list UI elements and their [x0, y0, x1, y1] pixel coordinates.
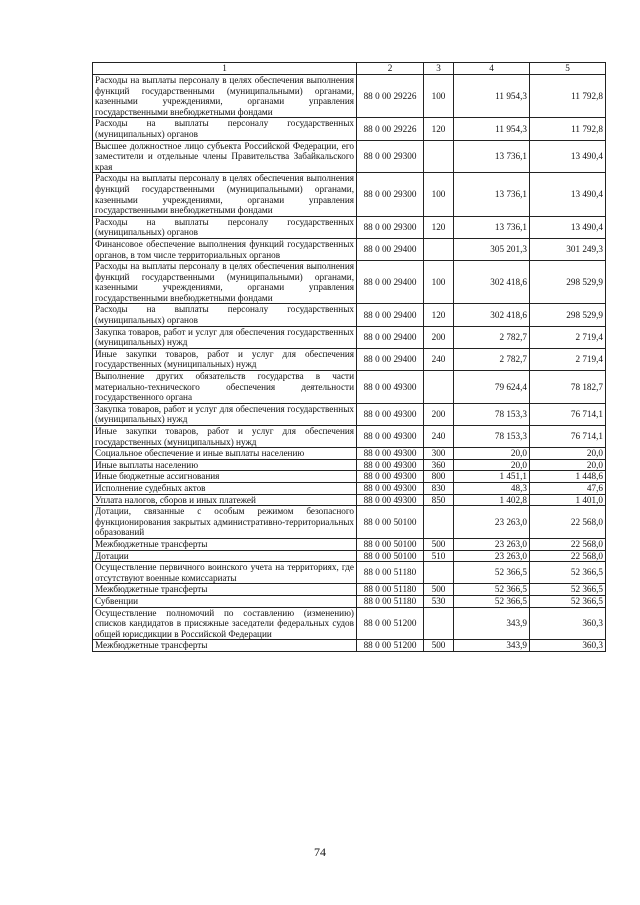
col-header-4: 4 — [454, 63, 530, 75]
row-value-4: 78 153,3 — [454, 426, 530, 448]
row-value-5: 22 568,0 — [530, 506, 606, 539]
row-value-5: 298 529,9 — [530, 261, 606, 304]
row-name: Расходы на выплаты персоналу государственных (муниципальных) органов — [93, 118, 357, 140]
col-header-5: 5 — [530, 63, 606, 75]
row-code: 88 0 00 49300 — [357, 482, 424, 494]
row-type: 100 — [424, 173, 454, 216]
col-header-3: 3 — [424, 63, 454, 75]
row-type: 500 — [424, 584, 454, 596]
row-value-5: 20,0 — [530, 459, 606, 471]
row-type: 120 — [424, 216, 454, 238]
table-row — [93, 562, 606, 584]
row-code: 88 0 00 29400 — [357, 326, 424, 348]
row-name: Осуществление первичного воинского учета на территориях, где отсутствуют военные комиссариаты — [93, 562, 357, 584]
row-name: Высшее должностное лицо субъекта Российской Федерации, его заместители и отдельные члены Правительства Забайкальского края — [93, 140, 357, 173]
row-code: 88 0 00 29226 — [357, 75, 424, 118]
row-value-4: 11 954,3 — [454, 75, 530, 118]
table-row — [93, 75, 606, 118]
row-name: Расходы на выплаты персоналу в целях обеспечения выполнения функций государственными (муниципальными) органами, казенными учреждениями, органами управления государственными внебюджетными фондами — [93, 173, 357, 216]
table-row — [93, 140, 606, 173]
table-row — [93, 494, 606, 506]
header-row — [93, 63, 606, 75]
row-value-4: 1 402,8 — [454, 494, 530, 506]
row-value-4: 11 954,3 — [454, 118, 530, 140]
row-code: 88 0 00 29226 — [357, 118, 424, 140]
row-type: 200 — [424, 326, 454, 348]
row-name: Расходы на выплаты персоналу в целях обеспечения выполнения функций государственными (муниципальными) органами, казенными учреждениями, органами управления государственными внебюджетными фондами — [93, 261, 357, 304]
row-value-5: 13 490,4 — [530, 140, 606, 173]
row-type: 200 — [424, 403, 454, 425]
row-value-5: 2 719,4 — [530, 326, 606, 348]
row-code: 88 0 00 50100 — [357, 506, 424, 539]
row-name: Исполнение судебных актов — [93, 482, 357, 494]
row-code: 88 0 00 49300 — [357, 494, 424, 506]
row-type — [424, 506, 454, 539]
row-value-5: 52 366,5 — [530, 595, 606, 607]
row-type: 100 — [424, 261, 454, 304]
row-code: 88 0 00 51200 — [357, 640, 424, 652]
row-value-4: 2 782,7 — [454, 348, 530, 370]
row-value-4: 302 418,6 — [454, 304, 530, 326]
row-value-5: 52 366,5 — [530, 584, 606, 596]
row-name: Иные закупки товаров, работ и услуг для обеспечения государственных (муниципальных) нужд — [93, 348, 357, 370]
row-name: Субвенции — [93, 595, 357, 607]
row-type — [424, 371, 454, 404]
row-type: 240 — [424, 348, 454, 370]
row-name: Расходы на выплаты персоналу государственных (муниципальных) органов — [93, 304, 357, 326]
row-value-5: 11 792,8 — [530, 118, 606, 140]
row-value-5: 360,3 — [530, 607, 606, 640]
col-header-1: 1 — [93, 63, 357, 75]
row-code: 88 0 00 49300 — [357, 371, 424, 404]
table-row — [93, 538, 606, 550]
row-code: 88 0 00 50100 — [357, 538, 424, 550]
row-value-5: 52 366,5 — [530, 562, 606, 584]
row-code: 88 0 00 29300 — [357, 173, 424, 216]
table-row — [93, 371, 606, 404]
row-code: 88 0 00 49300 — [357, 426, 424, 448]
row-type: 530 — [424, 595, 454, 607]
row-name: Дотации — [93, 550, 357, 562]
row-value-4: 78 153,3 — [454, 403, 530, 425]
row-value-4: 52 366,5 — [454, 584, 530, 596]
table-row — [93, 506, 606, 539]
row-type: 120 — [424, 304, 454, 326]
row-value-4: 13 736,1 — [454, 173, 530, 216]
row-type: 240 — [424, 426, 454, 448]
table-row — [93, 304, 606, 326]
row-value-5: 301 249,3 — [530, 238, 606, 260]
table-row — [93, 426, 606, 448]
row-code: 88 0 00 50100 — [357, 550, 424, 562]
row-type: 120 — [424, 118, 454, 140]
row-value-5: 22 568,0 — [530, 550, 606, 562]
row-value-5: 1 401,0 — [530, 494, 606, 506]
row-type — [424, 140, 454, 173]
row-code: 88 0 00 51180 — [357, 584, 424, 596]
row-code: 88 0 00 29300 — [357, 216, 424, 238]
row-code: 88 0 00 49300 — [357, 459, 424, 471]
row-name: Межбюджетные трансферты — [93, 640, 357, 652]
row-type: 300 — [424, 448, 454, 460]
row-value-4: 23 263,0 — [454, 538, 530, 550]
table-row — [93, 261, 606, 304]
row-value-4: 13 736,1 — [454, 216, 530, 238]
row-value-4: 48,3 — [454, 482, 530, 494]
row-value-5: 13 490,4 — [530, 216, 606, 238]
row-type — [424, 562, 454, 584]
row-value-4: 2 782,7 — [454, 326, 530, 348]
budget-table — [92, 62, 606, 652]
row-value-4: 52 366,5 — [454, 595, 530, 607]
row-code: 88 0 00 29300 — [357, 140, 424, 173]
table-row — [93, 348, 606, 370]
table-row — [93, 584, 606, 596]
table-row — [93, 459, 606, 471]
row-code: 88 0 00 29400 — [357, 238, 424, 260]
row-value-4: 305 201,3 — [454, 238, 530, 260]
row-value-5: 47,6 — [530, 482, 606, 494]
row-value-5: 1 448,6 — [530, 471, 606, 483]
table-row — [93, 595, 606, 607]
table-row — [93, 448, 606, 460]
row-value-4: 20,0 — [454, 448, 530, 460]
row-name: Расходы на выплаты персоналу государственных (муниципальных) органов — [93, 216, 357, 238]
row-value-4: 52 366,5 — [454, 562, 530, 584]
row-name: Закупка товаров, работ и услуг для обеспечения государственных (муниципальных) нужд — [93, 326, 357, 348]
table-body — [93, 75, 606, 652]
row-type: 850 — [424, 494, 454, 506]
row-value-4: 302 418,6 — [454, 261, 530, 304]
row-value-5: 20,0 — [530, 448, 606, 460]
page-number: 74 — [314, 845, 326, 859]
row-name: Осуществление полномочий по составлению (изменению) списков кандидатов в присяжные заседатели федеральных судов общей юрисдикции в Российской Федерации — [93, 607, 357, 640]
row-value-5: 360,3 — [530, 640, 606, 652]
row-type: 360 — [424, 459, 454, 471]
table-row — [93, 550, 606, 562]
row-type: 500 — [424, 640, 454, 652]
row-value-4: 13 736,1 — [454, 140, 530, 173]
row-value-4: 23 263,0 — [454, 550, 530, 562]
row-value-4: 343,9 — [454, 607, 530, 640]
row-value-5: 13 490,4 — [530, 173, 606, 216]
table-row — [93, 173, 606, 216]
row-code: 88 0 00 29400 — [357, 261, 424, 304]
row-name: Финансовое обеспечение выполнения функций государственных органов, в том числе территориальных органов — [93, 238, 357, 260]
row-code: 88 0 00 51200 — [357, 607, 424, 640]
row-name: Выполнение других обязательств государства в части материально-технического обеспечения деятельности государственного органа — [93, 371, 357, 404]
row-code: 88 0 00 49300 — [357, 448, 424, 460]
row-code: 88 0 00 49300 — [357, 471, 424, 483]
row-value-5: 2 719,4 — [530, 348, 606, 370]
table-row — [93, 238, 606, 260]
row-name: Иные закупки товаров, работ и услуг для обеспечения государственных (муниципальных) нужд — [93, 426, 357, 448]
row-value-5: 11 792,8 — [530, 75, 606, 118]
row-value-5: 22 568,0 — [530, 538, 606, 550]
table-row — [93, 326, 606, 348]
row-name: Уплата налогов, сборов и иных платежей — [93, 494, 357, 506]
row-value-4: 23 263,0 — [454, 506, 530, 539]
row-value-4: 20,0 — [454, 459, 530, 471]
row-name: Иные бюджетные ассигнования — [93, 471, 357, 483]
row-value-5: 298 529,9 — [530, 304, 606, 326]
table-row — [93, 482, 606, 494]
table-row — [93, 216, 606, 238]
row-type: 800 — [424, 471, 454, 483]
row-name: Расходы на выплаты персоналу в целях обеспечения выполнения функций государственными (муниципальными) органами, казенными учреждениями, органами управления государственными внебюджетными фондами — [93, 75, 357, 118]
row-code: 88 0 00 29400 — [357, 304, 424, 326]
row-type: 830 — [424, 482, 454, 494]
row-type: 510 — [424, 550, 454, 562]
row-name: Межбюджетные трансферты — [93, 538, 357, 550]
row-name: Социальное обеспечение и иные выплаты населению — [93, 448, 357, 460]
row-value-4: 343,9 — [454, 640, 530, 652]
row-name: Иные выплаты населению — [93, 459, 357, 471]
table-row — [93, 607, 606, 640]
table-row — [93, 403, 606, 425]
row-code: 88 0 00 51180 — [357, 595, 424, 607]
row-value-5: 78 182,7 — [530, 371, 606, 404]
row-name: Дотации, связанные с особым режимом безопасного функционирования закрытых административно-территориальных образований — [93, 506, 357, 539]
row-value-4: 79 624,4 — [454, 371, 530, 404]
table-row — [93, 118, 606, 140]
row-name: Закупка товаров, работ и услуг для обеспечения государственных (муниципальных) нужд — [93, 403, 357, 425]
row-value-4: 1 451,1 — [454, 471, 530, 483]
row-value-5: 76 714,1 — [530, 403, 606, 425]
row-type — [424, 607, 454, 640]
row-type: 100 — [424, 75, 454, 118]
row-name: Межбюджетные трансферты — [93, 584, 357, 596]
table-row — [93, 640, 606, 652]
row-type — [424, 238, 454, 260]
row-type: 500 — [424, 538, 454, 550]
row-code: 88 0 00 51180 — [357, 562, 424, 584]
table-row — [93, 471, 606, 483]
row-code: 88 0 00 49300 — [357, 403, 424, 425]
row-value-5: 76 714,1 — [530, 426, 606, 448]
col-header-2: 2 — [357, 63, 424, 75]
row-code: 88 0 00 29400 — [357, 348, 424, 370]
